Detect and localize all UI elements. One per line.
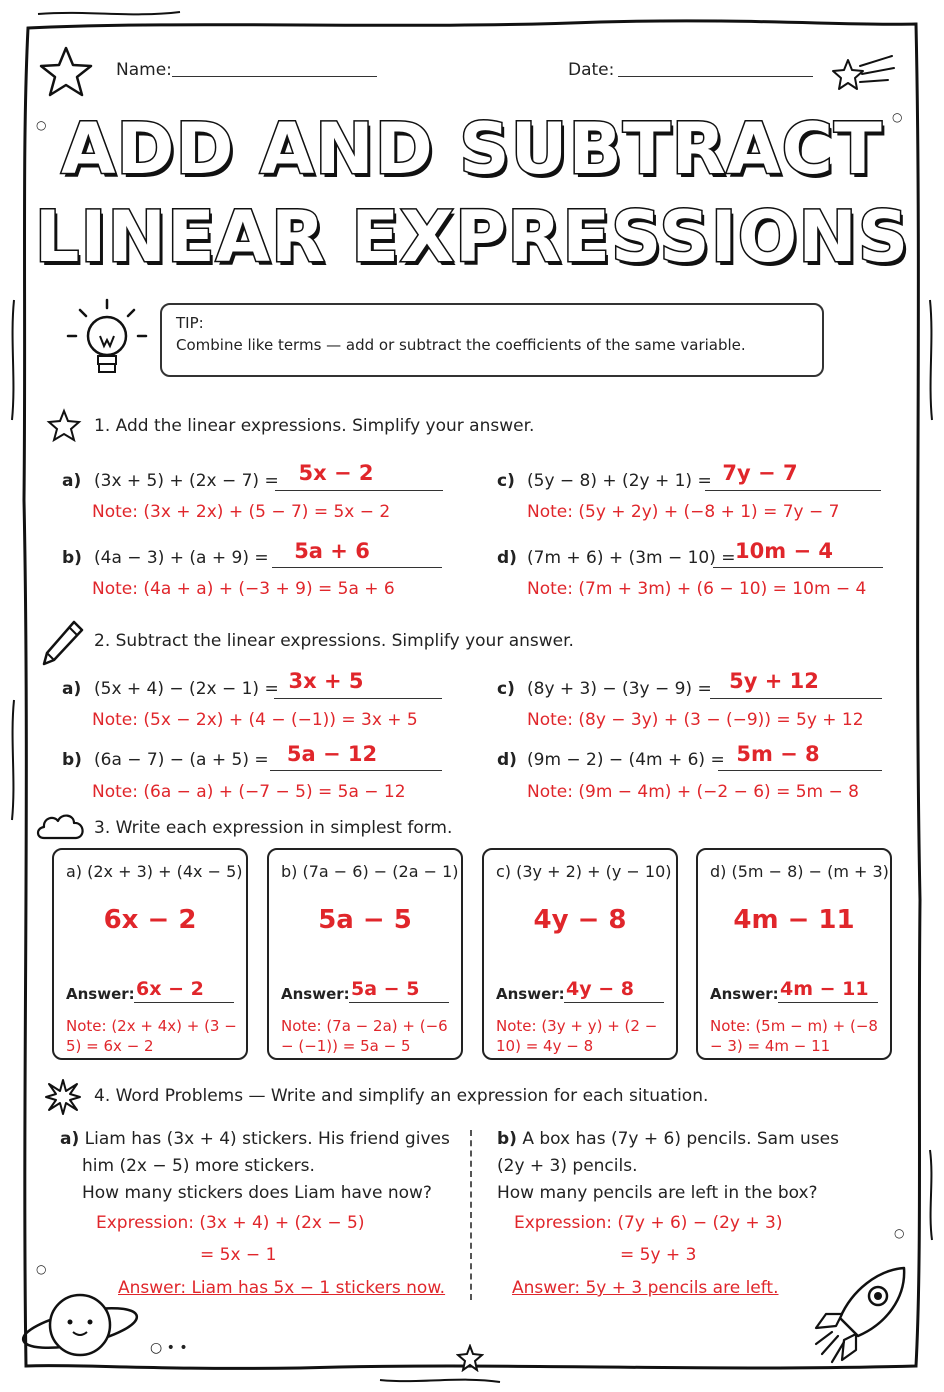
dots-decoration: ○ — [892, 110, 903, 124]
answer-line[interactable] — [564, 1002, 664, 1003]
problem-note: Note: (5x − 2x) + (4 − (−1)) = 3x + 5 — [92, 710, 418, 730]
tip-text: Combine like terms — add or subtract the coefficients of the same variable. — [176, 336, 746, 354]
simplify-box — [267, 848, 463, 1060]
tip-label: TIP: — [176, 314, 204, 332]
answer-line[interactable] — [718, 770, 882, 771]
problem-answer: 5m − 8 — [736, 742, 820, 766]
problem-question: (6a − 7) − (a + 5) = — [94, 750, 269, 770]
answer-line[interactable] — [272, 567, 442, 568]
problem-label: b) — [62, 750, 82, 770]
box-work: 4m − 11 — [733, 905, 855, 935]
problem-question: (7m + 6) + (3m − 10) = — [527, 548, 736, 568]
problem-note: Note: (9m − 4m) + (−2 − 6) = 5m − 8 — [527, 782, 859, 802]
box-question: b) (7a − 6) − (2a − 1) — [281, 862, 459, 881]
dots-decoration: ○ • • — [150, 1340, 188, 1356]
box-note: Note: (3y + y) + (2 − 10) = 4y − 8 — [496, 1017, 658, 1055]
problem-question: (9m − 2) − (4m + 6) = — [527, 750, 725, 770]
problem-answer: 7y − 7 — [722, 461, 798, 485]
page-title-line2: LINEAR EXPRESSIONS — [34, 196, 910, 278]
dots-decoration: ○ — [36, 1262, 47, 1276]
box-question: d) (5m − 8) − (m + 3) — [710, 862, 889, 881]
simplify-box — [52, 848, 248, 1060]
problem-label: c) — [497, 679, 515, 699]
box-answer: 6x − 2 — [136, 978, 204, 1000]
box-answer: 5a − 5 — [351, 978, 420, 1000]
problem-answer: 5y + 12 — [729, 669, 819, 693]
result-text: = 5x − 1 — [200, 1245, 277, 1265]
problem-answer: 3x + 5 — [288, 669, 364, 693]
shooting-star-icon — [826, 50, 896, 95]
answer-label: Answer: — [710, 985, 779, 1003]
problem-text: How many pencils are left in the box? — [497, 1183, 818, 1203]
answer-line[interactable] — [713, 567, 883, 568]
answer-text: Answer: 5y + 3 pencils are left. — [512, 1278, 779, 1298]
problem-note: Note: (4a + a) + (−3 + 9) = 5a + 6 — [92, 579, 395, 599]
result-text: = 5y + 3 — [620, 1245, 697, 1265]
name-field[interactable] — [172, 76, 377, 77]
dots-decoration: ○ — [36, 118, 47, 132]
page-title-line1: ADD AND SUBTRACT — [61, 108, 883, 190]
answer-line[interactable] — [275, 490, 443, 491]
problem-note: Note: (7m + 3m) + (6 − 10) = 10m − 4 — [527, 579, 867, 599]
answer-line[interactable] — [349, 1002, 449, 1003]
problem-label: a) — [62, 679, 82, 699]
problem-question: (5y − 8) + (2y + 1) = — [527, 471, 712, 491]
problem-label: b) — [497, 1129, 517, 1149]
answer-line[interactable] — [710, 698, 882, 699]
answer-text: Answer: Liam has 5x − 1 stickers now. — [118, 1278, 446, 1298]
problem-answer: 5a + 6 — [294, 539, 370, 563]
problem-label: d) — [497, 548, 517, 568]
answer-line[interactable] — [778, 1002, 878, 1003]
dots-decoration: ○ — [894, 1226, 905, 1240]
problem-label: a) — [60, 1129, 80, 1149]
problem-note: Note: (6a − a) + (−7 − 5) = 5a − 12 — [92, 782, 406, 802]
box-note: Note: (5m − m) + (−8 − 3) = 4m − 11 — [710, 1017, 878, 1055]
star-outline-icon — [46, 408, 82, 444]
problem-question: (8y + 3) − (3y − 9) = — [527, 679, 712, 699]
box-answer: 4m − 11 — [780, 978, 869, 1000]
section3-heading: 3. Write each expression in simplest form. — [94, 818, 453, 838]
simplify-box — [696, 848, 892, 1060]
lightbulb-icon — [66, 296, 148, 388]
problem-text: him (2x − 5) more stickers. — [82, 1156, 315, 1176]
section2-heading: 2. Subtract the linear expressions. Simplify your answer. — [94, 631, 574, 651]
simplify-box — [482, 848, 678, 1060]
answer-line[interactable] — [134, 1002, 234, 1003]
box-note: Note: (7a − 2a) + (−6 − (−1)) = 5a − 5 — [281, 1017, 448, 1055]
rocket-icon — [808, 1262, 912, 1372]
expression-text: Expression: (3x + 4) + (2x − 5) — [96, 1213, 365, 1233]
answer-line[interactable] — [274, 698, 442, 699]
box-work: 5a − 5 — [318, 905, 412, 935]
date-label: Date: — [568, 60, 615, 80]
planet-icon — [18, 1280, 148, 1370]
problem-question: (5x + 4) − (2x − 1) = — [94, 679, 279, 699]
star-icon — [36, 42, 96, 102]
expression-text: Expression: (7y + 6) − (2y + 3) — [514, 1213, 783, 1233]
problem-text: (2y + 3) pencils. — [497, 1156, 638, 1176]
box-question: a) (2x + 3) + (4x − 5) — [66, 862, 243, 881]
answer-label: Answer: — [496, 985, 565, 1003]
box-question: c) (3y + 2) + (y − 10) — [496, 862, 672, 881]
problem-text: How many stickers does Liam have now? — [82, 1183, 432, 1203]
box-note: Note: (2x + 4x) + (3 − 5) = 6x − 2 — [66, 1017, 237, 1055]
problem-note: Note: (3x + 2x) + (5 − 7) = 5x − 2 — [92, 502, 391, 522]
problem-answer: 5a − 12 — [286, 742, 378, 766]
answer-line[interactable] — [705, 490, 881, 491]
problem-label: a) — [62, 471, 82, 491]
cloud-icon — [34, 810, 88, 844]
section1-heading: 1. Add the linear expressions. Simplify your answer. — [94, 416, 535, 436]
answer-line[interactable] — [270, 770, 442, 771]
name-label: Name: — [116, 60, 172, 80]
word-problem-b — [497, 1126, 897, 1207]
pencil-icon — [40, 618, 86, 668]
problem-text: Liam has (3x + 4) stickers. His friend gives — [84, 1129, 450, 1149]
problem-label: d) — [497, 750, 517, 770]
problem-question: (3x + 5) + (2x − 7) = — [94, 471, 279, 491]
problem-note: Note: (8y − 3y) + (3 − (−9)) = 5y + 12 — [527, 710, 864, 730]
answer-label: Answer: — [281, 985, 350, 1003]
date-field[interactable] — [618, 76, 813, 77]
divider — [470, 1130, 472, 1300]
box-work: 4y − 8 — [533, 905, 627, 935]
problem-answer: 10m − 4 — [735, 539, 833, 563]
problem-note: Note: (5y + 2y) + (−8 + 1) = 7y − 7 — [527, 502, 840, 522]
box-work: 6x − 2 — [103, 905, 197, 935]
problem-text: A box has (7y + 6) pencils. Sam uses — [522, 1129, 839, 1149]
problem-answer: 5x − 2 — [298, 461, 374, 485]
answer-label: Answer: — [66, 985, 135, 1003]
problem-label: c) — [497, 471, 515, 491]
box-answer: 4y − 8 — [566, 978, 634, 1000]
problem-label: b) — [62, 548, 82, 568]
small-star-icon — [456, 1344, 484, 1372]
problem-question: (4a − 3) + (a + 9) = — [94, 548, 269, 568]
section4-heading: 4. Word Problems — Write and simplify an expression for each situation. — [94, 1086, 709, 1106]
burst-star-icon — [44, 1078, 82, 1116]
word-problem-a — [60, 1126, 460, 1207]
